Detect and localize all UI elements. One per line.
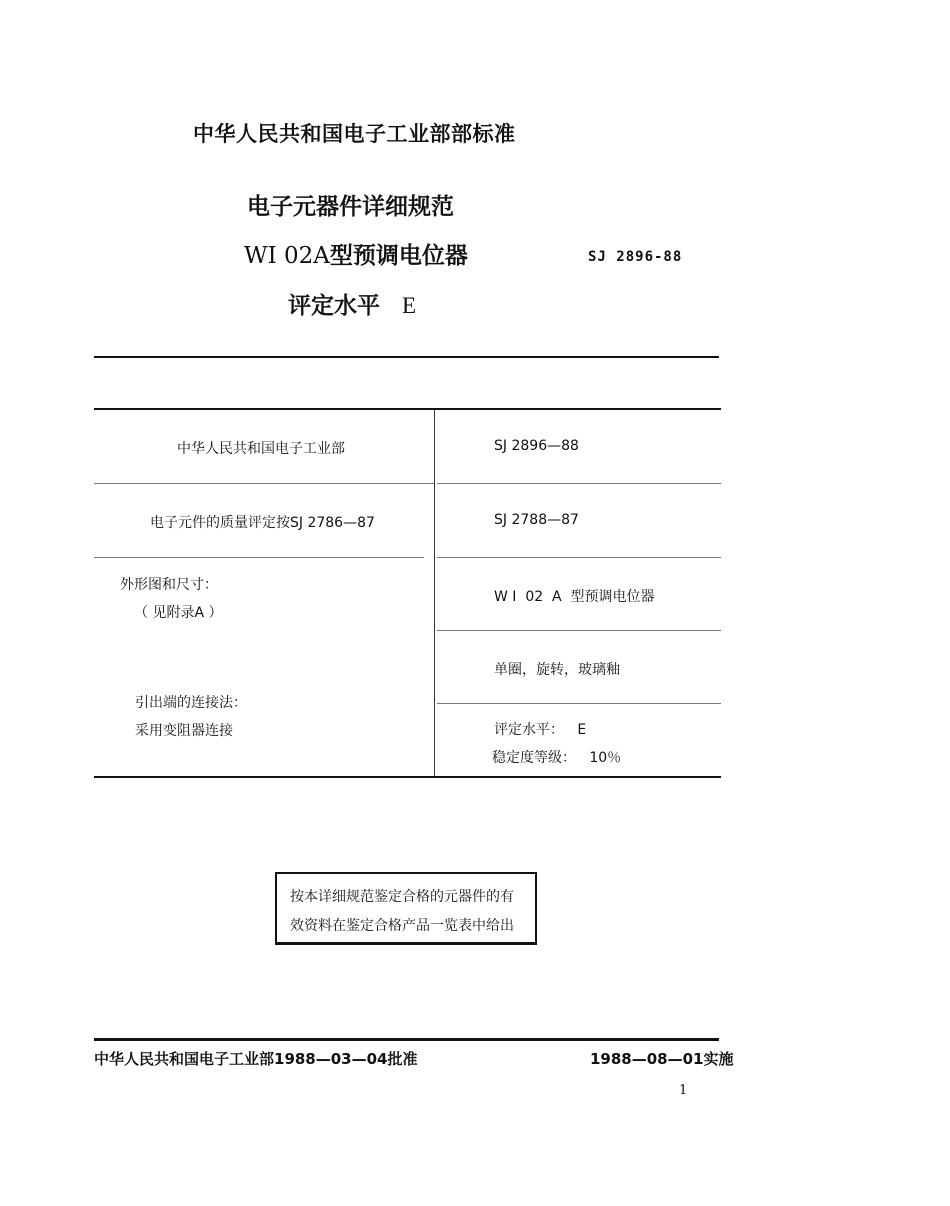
- header-rule: [94, 356, 719, 358]
- product-model: WI 02A: [244, 243, 330, 269]
- row-divider-3-right: [437, 630, 721, 631]
- product-title: [244, 237, 468, 270]
- approval-date: 中华人民共和国电子工业部1988—03—04批准: [94, 1050, 418, 1068]
- quality-assessment-cell: 电子元件的质量评定按SJ 2786—87: [150, 515, 375, 531]
- issuing-authority-cell: 中华人民共和国电子工业部: [177, 441, 345, 457]
- outline-dimensions-ref: （ 见附录A ）: [134, 605, 223, 621]
- assessment-title-level: E: [402, 293, 417, 318]
- stability-grade-cell: 稳定度等级： 10％: [492, 750, 622, 766]
- row-divider-2-right: [437, 557, 721, 558]
- terminal-connection-value: 采用变阻器连接: [135, 723, 233, 739]
- notice-line-1: 按本详细规范鉴定合格的元器件的有: [290, 889, 514, 905]
- table-top-rule: [94, 408, 721, 410]
- table-bottom-rule: [94, 776, 721, 778]
- footer-rule: [94, 1038, 719, 1041]
- row-divider-2-left: [94, 557, 424, 558]
- assessment-title-label: 评定水平: [288, 293, 380, 319]
- notice-line-2: 效资料在鉴定合格产品一览表中给出: [290, 918, 514, 934]
- sectional-spec-cell: SJ 2788—87: [494, 512, 579, 528]
- row-divider-1-left: [94, 483, 434, 484]
- table-center-divider: [434, 410, 435, 777]
- spec-title: 电子元器件详细规范: [247, 194, 454, 220]
- implementation-date: 1988—08—01实施: [590, 1050, 734, 1068]
- ministry-standard-heading: 中华人民共和国电子工业部部标准: [193, 122, 516, 146]
- outline-dimensions-label: 外形图和尺寸：: [120, 577, 218, 593]
- product-description-cell: 单圈，旋转，玻璃釉: [494, 662, 620, 678]
- terminal-connection-label: 引出端的连接法：: [135, 695, 247, 711]
- standard-code: SJ 2896-88: [588, 249, 683, 265]
- row-divider-4-right: [437, 703, 721, 704]
- page-number: 1: [679, 1083, 688, 1098]
- assessment-title: [288, 287, 416, 320]
- product-name-cell: W I 02 A 型预调电位器: [494, 589, 655, 605]
- row-divider-1-right: [437, 483, 721, 484]
- product-type-name: 型预调电位器: [329, 243, 468, 269]
- assessment-level-cell: 评定水平： E: [494, 722, 587, 738]
- spec-number-cell: SJ 2896—88: [494, 438, 579, 454]
